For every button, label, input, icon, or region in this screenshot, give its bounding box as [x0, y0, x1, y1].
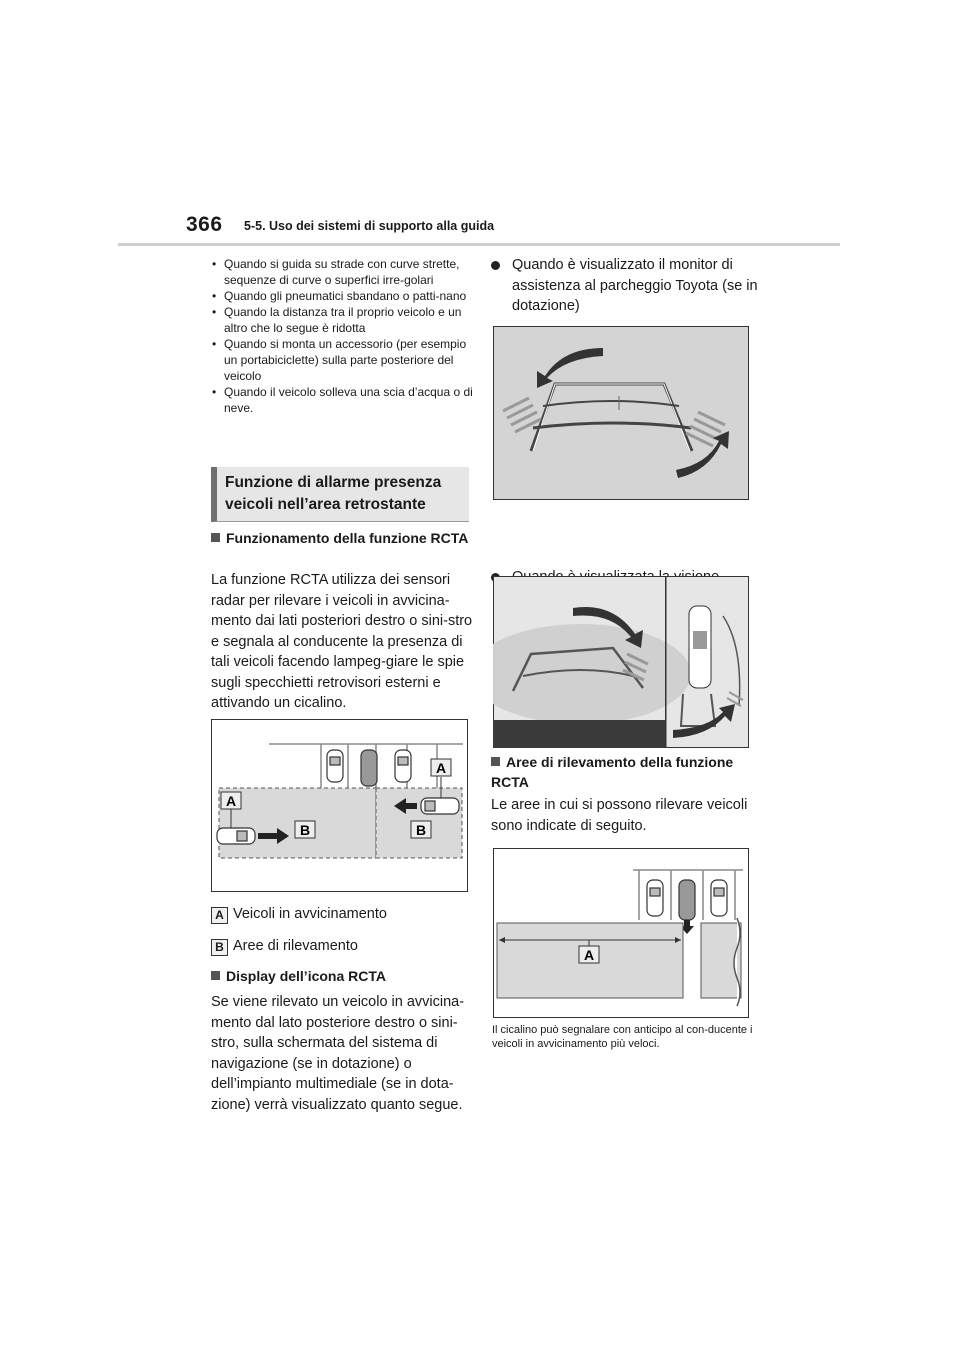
- legend-letter-a: A: [211, 907, 228, 924]
- list-item: • Quando il veicolo solleva una scia d’acqua o di neve.: [212, 384, 474, 416]
- figure-label-b: [411, 821, 431, 838]
- legend-b: [211, 936, 358, 956]
- figure-caption: Il cicalino può segnalare con anticipo al con-ducente i veicoli in avvicinamento più veloci.: [492, 1024, 753, 1050]
- conditions-list: [212, 256, 474, 416]
- subheading-detection-areas: [491, 752, 753, 792]
- legend-a: [211, 904, 387, 924]
- subheading-text: Display dell’icona RCTA: [226, 968, 386, 984]
- subheading-rcta-icon: [211, 966, 469, 986]
- figure-label-b: [295, 821, 315, 838]
- subheading-rcta-operation: [211, 528, 469, 548]
- figure-label-a: [221, 792, 241, 809]
- svg-text:A: A: [583, 947, 595, 963]
- section-heading: Funzione di allarme presenza veicoli nell’area retrostante: [225, 474, 442, 513]
- square-bullet-icon: [491, 757, 500, 766]
- square-bullet-icon: [211, 971, 220, 980]
- detection-areas-description: Le aree in cui si possono rilevare veicoli sono indicate di seguito.: [491, 797, 748, 834]
- svg-text:A: A: [435, 760, 447, 776]
- section-heading-box: [211, 467, 469, 522]
- detection-area-figure: [493, 848, 749, 1018]
- rcta-icon-description: Se viene rilevato un veicolo in avvicina-mento dal lato posteriore destro o sini-stro, sulla schermata del sistema di navigazione (se in dotazione) o dell’impianto multimediale (se in dota-zione) verrà visualizzato quanto segue.: [211, 994, 465, 1113]
- figure-label-a: [431, 759, 451, 776]
- parked-car-icon: [647, 880, 727, 920]
- condition-parking-assist: Quando è visualizzato il monitor di assistenza al parcheggio Toyota (se in dotazione): [491, 255, 774, 317]
- legend-text: Veicoli in avvicinamento: [233, 906, 387, 922]
- subheading-text: Funzionamento della funzione RCTA: [226, 530, 469, 546]
- square-bullet-icon: [211, 533, 220, 542]
- rcta-description: La funzione RCTA utilizza dei sensori radar per rilevare i veicoli in avvicina-mento dai lati posteriori destro o sini-stro e segnala al conducente la presenza di tali veicoli facendo lampeg-giare le spie sugli specchietti retrovisori esterni e attivando un cicalino.: [211, 572, 473, 711]
- svg-text:B: B: [415, 822, 427, 838]
- list-item: • Quando si guida su strade con curve strette, sequenze di curve o superfici irre-golari: [212, 256, 474, 288]
- list-item: • Quando la distanza tra il proprio veicolo e un altro che lo segue è ridotta: [212, 304, 474, 336]
- page-number: 366: [186, 213, 223, 236]
- panoramic-view-figure: [493, 576, 749, 748]
- rcta-approach-figure: [211, 719, 468, 892]
- legend-letter-b: B: [211, 939, 228, 956]
- parking-assist-monitor-figure: [493, 326, 749, 500]
- list-item: • Quando gli pneumatici sbandano o patti-nano: [212, 288, 474, 304]
- figure-label-a: [579, 946, 599, 963]
- svg-text:A: A: [225, 793, 237, 809]
- subheading-text: Aree di rilevamento della funzione RCTA: [491, 754, 734, 790]
- parked-car-icon: [327, 750, 411, 786]
- list-item: • Quando si monta un accessorio (per esempio un portabiciclette) sulla parte posteriore del veicolo: [212, 336, 474, 384]
- section-reference: 5-5. Uso dei sistemi di supporto alla guida: [244, 219, 495, 233]
- svg-text:B: B: [299, 822, 311, 838]
- header-divider: [118, 243, 840, 246]
- legend-text: Aree di rilevamento: [233, 938, 358, 954]
